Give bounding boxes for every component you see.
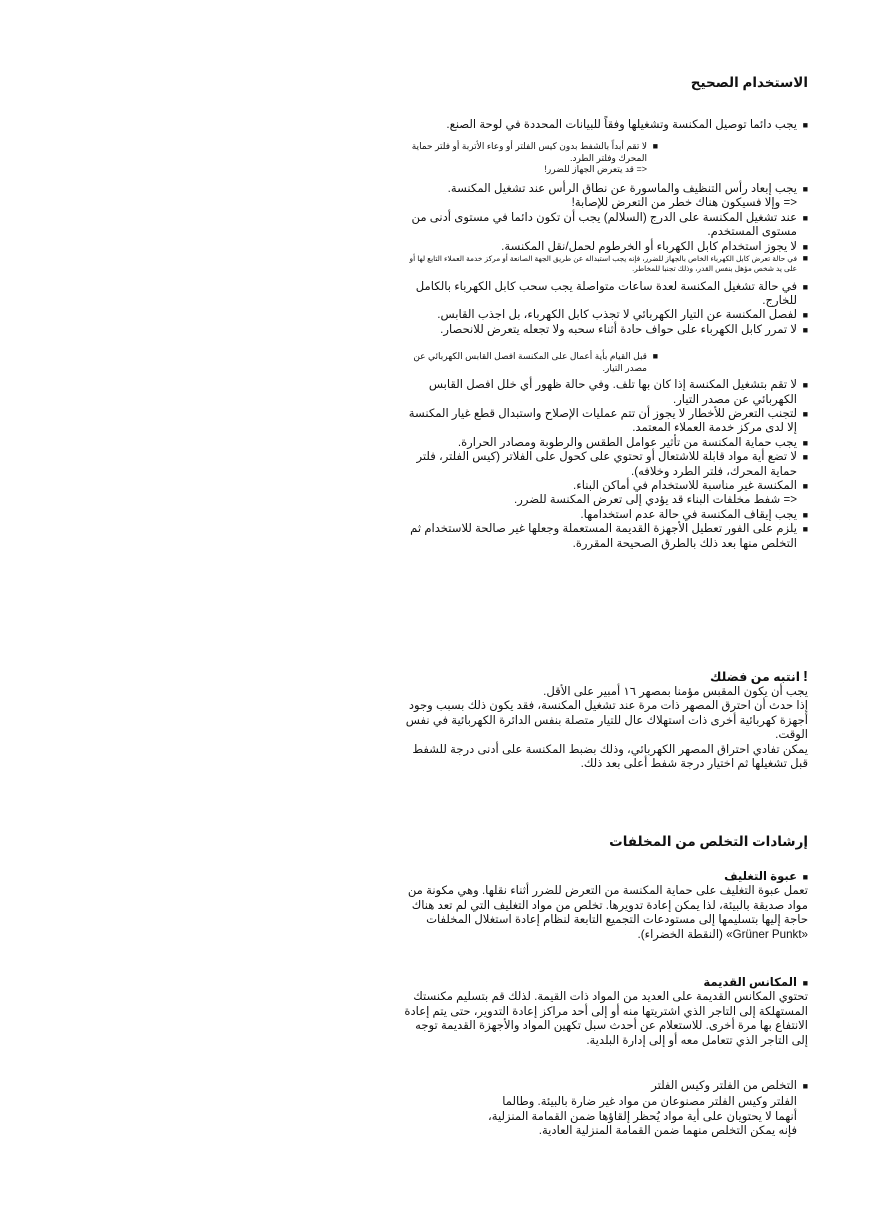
filter-disposal-text: الفلتر وكيس الفلتر مصنوعان من مواد غير ضارة بالبيئة. وطالما أنهما لا يحتويان على أية مواد يُحظر إلقاؤها ضمن القمامة المنزلية، فإنه يمكن التخلص منهما ضمن القمامة المنزلية العادية. [488,1095,797,1138]
disposal-title: إرشادات التخلص من المخلفات [609,834,808,849]
warning-icon: ! [803,668,808,685]
list-item: ■ يلزم على الفور تعطيل الأجهزة القديمة المستعملة وجعلها غير صالحة للاستخدام ثم التخلص منها بعد ذلك بالطرق الصحيحة المقررة. [410,522,808,550]
warning-title: انتبه من فضلك [710,670,800,684]
list-item: ■ قبل القيام بأية أعمال على المكنسة افصل القابس الكهربائي عن مصدر التيار. [413,351,658,373]
filter-disposal-heading: ■ التخلص من الفلتر وكيس الفلتر [651,1079,808,1092]
packaging-section [403,870,808,942]
list-item: ■ لا تضع أية مواد قابلة للاشتعال أو تحتوي على كحول على الفلاتر (كيس الفلتر، فلتر حماية المحرك، فلتر الطرد وخلافه). [416,450,808,478]
old-appliances-section [403,976,808,1048]
list-item: ■ يجب إيقاف المكنسة في حالة عدم استخدامها. [580,507,808,521]
list-item: ■ لا يجوز استخدام كابل الكهرباء أو الخرطوم لحمل/نقل المكنسة. [501,239,808,253]
list-item: ■ لا تقم بتشغيل المكنسة إذا كان بها تلف. وفي حالة ظهور أي خلل افصل القابس الكهربائي عن مصدر التيار. [428,378,808,406]
list-item: ■ لفصل المكنسة عن التيار الكهربائي لا تجذب كابل الكهرباء، بل اجذب القابس. [437,308,808,322]
list-item: ■ يجب حماية المكنسة من تأثير عوامل الطقس والرطوبة ومصادر الحرارة. [457,435,808,449]
list-item: ■ يجب إبعاد رأس التنظيف والماسورة عن نطاق الرأس عند تشغيل المكنسة. [447,181,808,195]
list-item: ■ لتجنب التعرض للأخطار لا يجوز أن تتم عمليات الإصلاح واستبدال قطع غيار المكنسة إلا لدى مركز خدمة العملاء المعتمد. [408,406,808,435]
usage-title: الاستخدام الصحيح [690,75,808,90]
list-item: ■ يجب دائما توصيل المكنسة وتشغيلها وفقاً للبيانات المحددة في لوحة الصنع. [446,118,808,131]
warning-box [403,668,808,771]
warning-line: إذا حدث أن احترق المصهر ذات مرة عند تشغيل المكنسة، فقد يكون ذلك بسبب وجود أجهزة كهربائية أخرى ذات استهلاك عال للتيار متصلة بنفس الدائرة الكهربائية في نفس الوقت. [405,699,808,742]
warning-line: يمكن تفادي احتراق المصهر الكهربائي، وذلك بضبط المكنسة على أدنى درجة للشفط قبل تشغيلها ثم اختيار درجة شفط أعلى بعد ذلك. [412,742,808,771]
list-item: ■ عند تشغيل المكنسة على الدرج (السلالم) يجب أن تكون دائما في مستوى أدنى من مستوى المستخدم. [411,210,808,239]
list-item-note: <= وإلا فسيكون هناك خطر من التعرض للإصابة! [571,196,797,210]
packaging-text: تعمل عبوة التغليف على حماية المكنسة من التعرض للضرر أثناء نقلها. وهي مكونة من مواد صديقة بالبيئة، لذا يمكن إعادة تدويرها. تخلص من مواد التغليف التي لم تعد هناك حاجة إليها بتسليمها إلى مستودعات التجميع التابعة لنظام إعادة استغلال المخلفات «Grüner Punkt» (النقطة الخضراء). [407,884,808,941]
list-item-note: <= شفط مخلفات البناء قد يؤدي إلى تعرض المكنسة للضرر. [514,493,797,507]
list-item: ■ لا تقم أبداً بالشفط بدون كيس الفلتر أو وعاء الأتربة أو فلتر حماية المحرك وفلتر الطرد. [411,141,658,163]
list-item: ■ لا تمرر كابل الكهرباء على حواف حادة أثناء سحبه ولا تجعله يتعرض للانحصار. [440,322,808,336]
packaging-heading: ■ عبوة التغليف [724,870,808,883]
old-appliances-text: تحتوي المكانس القديمة على العديد من المواد ذات القيمة. لذلك قم بتسليم مكنستك المستهلكة إلى التاجر الذي اشتريتها منه أو إلى أحد مراكز إعادة التدوير، حتى يتم إعادة الانتفاع بها مرة أخرى. للاستعلام عن أحدث سبل تكهين المواد والأجهزة القديمة توجه إلى التاجر الذي تتعامل معه أو إلى إدارة البلدية. [404,990,808,1047]
usage-list [403,118,808,551]
warning-line: يجب أن يكون المقبس مؤمنا بمصهر ١٦ أمبير على الأقل. [543,685,808,698]
warning-heading [403,668,808,685]
list-item-note: <= قد يتعرض الجهاز للضرر! [544,164,647,175]
old-appliances-heading: ■ المكانس القديمة [703,976,808,989]
list-item: ■ في حالة تشغيل المكنسة لعدة ساعات متواصلة يجب سحب كابل الكهرباء بالكامل للخارج. [415,279,808,307]
filter-disposal-section [478,1079,808,1139]
list-item: ■ المكنسة غير مناسبة للاستخدام في أماكن البناء. [573,479,808,492]
list-item: ■ في حالة تعرض كابل الكهرباء الخاص بالجهاز للضرر، فإنه يجب استبداله عن طريق الجهة الصانعة أو مركز خدمة العملاء التابع لها أو على يد شخص مؤهل بنفس القدر، وذلك تجنبا للمخاطر. [409,252,808,273]
